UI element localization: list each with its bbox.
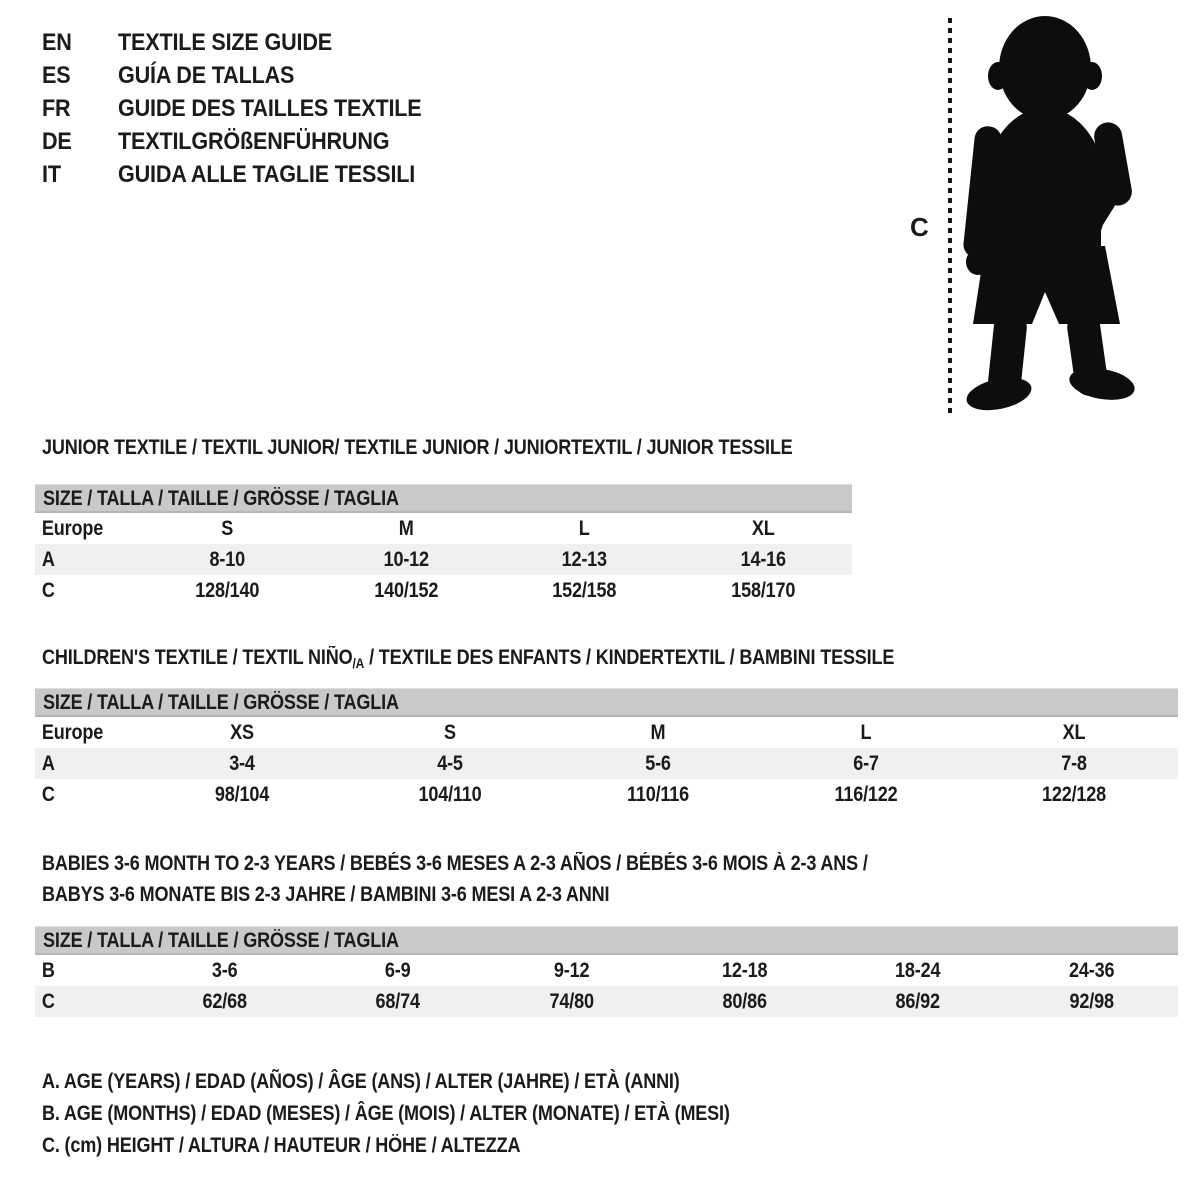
language-code	[42, 59, 118, 92]
section-title-babies-line1: BABIES 3-6 MONTH TO 2-3 YEARS / BEBÉS 3-6 MESES A 2-3 AÑOS / BÉBÉS 3-6 MOIS À 2-3 ANS /	[42, 852, 868, 875]
language-label-text: TEXTILE SIZE GUIDE	[118, 29, 332, 56]
language-label	[118, 158, 448, 191]
size-table-junior	[35, 484, 852, 606]
language-code-text: IT	[42, 161, 61, 188]
section-title-children	[42, 642, 1033, 679]
toddler-silhouette-icon	[960, 14, 1142, 414]
row-label: A	[41, 547, 55, 571]
size-value: 12-13	[561, 547, 607, 571]
row-label: Europe	[41, 516, 104, 540]
section-title-children-text	[42, 642, 894, 679]
table-row-height	[35, 575, 852, 606]
language-code	[42, 158, 118, 191]
language-label-text: GUIDE DES TAILLES TEXTILE	[118, 95, 422, 122]
table-header-bar	[35, 926, 1178, 955]
size-value: 98/104	[214, 782, 270, 806]
height-measure-label: C	[910, 212, 929, 242]
language-code	[42, 92, 118, 125]
legend-line-c	[42, 1130, 842, 1162]
legend-line-c-text: C. (cm) HEIGHT / ALTURA / HAUTEUR / HÖHE / ALTEZZA	[42, 1134, 521, 1157]
language-label	[118, 92, 455, 125]
table-row-europe	[35, 717, 1178, 748]
language-code-text: ES	[42, 62, 71, 89]
size-header-label: SIZE / TALLA / TAILLE / GRÖSSE / TAGLIA	[43, 486, 399, 510]
size-value: 116/122	[834, 782, 898, 806]
language-label	[118, 125, 420, 158]
size-value: 7-8	[1061, 751, 1087, 775]
title-part: / TEXTILE DES ENFANTS / KINDERTEXTIL / BAMBINI TESSILE	[364, 646, 895, 669]
language-label	[118, 26, 356, 59]
title-part: CHILDREN'S TEXTILE / TEXTIL NIÑO	[42, 646, 353, 669]
size-value: 158/170	[730, 578, 795, 602]
language-code-text: FR	[42, 95, 71, 122]
language-code-text: DE	[42, 128, 72, 155]
size-value: L	[578, 516, 590, 540]
language-label	[118, 59, 314, 92]
language-row	[42, 26, 455, 59]
size-value: 5-6	[645, 751, 671, 775]
language-label-text: TEXTILGRÖßENFÜHRUNG	[118, 128, 390, 155]
size-value: 62/68	[202, 989, 247, 1013]
size-value: 8-10	[209, 547, 245, 571]
size-value: 9-12	[553, 958, 590, 982]
size-value: XL	[751, 516, 775, 540]
height-measure-dotted-line	[948, 18, 952, 416]
legend-line-b-text: B. AGE (MONTHS) / EDAD (MESES) / ÂGE (MOIS) / ALTER (MONATE) / ETÀ (MESI)	[42, 1102, 730, 1125]
size-value: 86/92	[895, 989, 941, 1013]
size-value: L	[860, 720, 872, 744]
language-row	[42, 59, 455, 92]
measure-legend	[42, 1066, 842, 1162]
size-value: M	[650, 720, 666, 744]
size-value: 14-16	[740, 547, 786, 571]
size-table-children	[35, 688, 1178, 810]
size-value: 122/128	[1041, 782, 1107, 806]
size-value: 4-5	[437, 751, 463, 775]
size-value: 6-9	[385, 958, 411, 982]
size-value: 152/158	[552, 578, 617, 602]
title-subscript: /A	[352, 655, 365, 671]
size-value: S	[444, 720, 456, 744]
size-value: 140/152	[373, 578, 438, 602]
size-value: 12-18	[721, 958, 768, 982]
size-value: 128/140	[195, 578, 260, 602]
legend-line-a	[42, 1066, 842, 1098]
size-value: 104/110	[418, 782, 482, 806]
section-title-babies-line2: BABYS 3-6 MONATE BIS 2-3 JAHRE / BAMBINI 3-6 MESI A 2-3 ANNI	[42, 883, 610, 906]
size-value: 24-36	[1068, 958, 1114, 982]
language-label-text: GUÍA DE TALLAS	[118, 62, 295, 89]
table-row-height	[35, 986, 1178, 1017]
size-header-label: SIZE / TALLA / TAILLE / GRÖSSE / TAGLIA	[43, 928, 399, 952]
language-row	[42, 92, 455, 125]
language-row	[42, 125, 455, 158]
language-code	[42, 26, 118, 59]
row-label: C	[41, 782, 55, 806]
size-value: 74/80	[549, 989, 594, 1013]
size-value: 3-6	[211, 958, 238, 982]
section-title-junior-text: JUNIOR TEXTILE / TEXTIL JUNIOR/ TEXTILE JUNIOR / JUNIORTEXTIL / JUNIOR TESSILE	[42, 436, 793, 459]
table-row-age	[35, 544, 852, 575]
size-value: 18-24	[895, 958, 941, 982]
language-code	[42, 125, 118, 158]
row-label: C	[41, 578, 55, 602]
table-header-bar	[35, 484, 852, 513]
table-row-height	[35, 779, 1178, 810]
legend-line-b	[42, 1098, 842, 1130]
row-label: C	[41, 989, 55, 1013]
language-code-text: EN	[42, 29, 72, 56]
size-value: 10-12	[383, 547, 429, 571]
table-row-europe	[35, 513, 852, 544]
size-value: 3-4	[229, 751, 255, 775]
size-header-label: SIZE / TALLA / TAILLE / GRÖSSE / TAGLIA	[43, 690, 399, 714]
size-value: 68/74	[375, 989, 421, 1013]
table-row-months	[35, 955, 1178, 986]
size-value: M	[398, 516, 414, 540]
size-value: XL	[1062, 720, 1086, 744]
size-value: 6-7	[853, 751, 879, 775]
size-value: 110/116	[626, 782, 690, 806]
row-label: A	[41, 751, 55, 775]
size-value: 92/98	[1069, 989, 1114, 1013]
row-label: Europe	[41, 720, 104, 744]
language-list	[42, 26, 455, 191]
legend-line-a-text: A. AGE (YEARS) / EDAD (AÑOS) / ÂGE (ANS) / ALTER (JAHRE) / ETÀ (ANNI)	[42, 1070, 680, 1093]
table-header-bar	[35, 688, 1178, 717]
section-title-junior	[42, 432, 915, 463]
size-value: XS	[230, 720, 254, 744]
section-title-babies	[42, 848, 1002, 910]
table-row-age	[35, 748, 1178, 779]
size-table-babies	[35, 926, 1178, 1017]
row-label: B	[41, 958, 55, 982]
size-value: 80/86	[722, 989, 767, 1013]
language-label-text: GUIDA ALLE TAGLIE TESSILI	[118, 161, 416, 188]
language-row	[42, 158, 455, 191]
size-value: S	[221, 516, 234, 540]
